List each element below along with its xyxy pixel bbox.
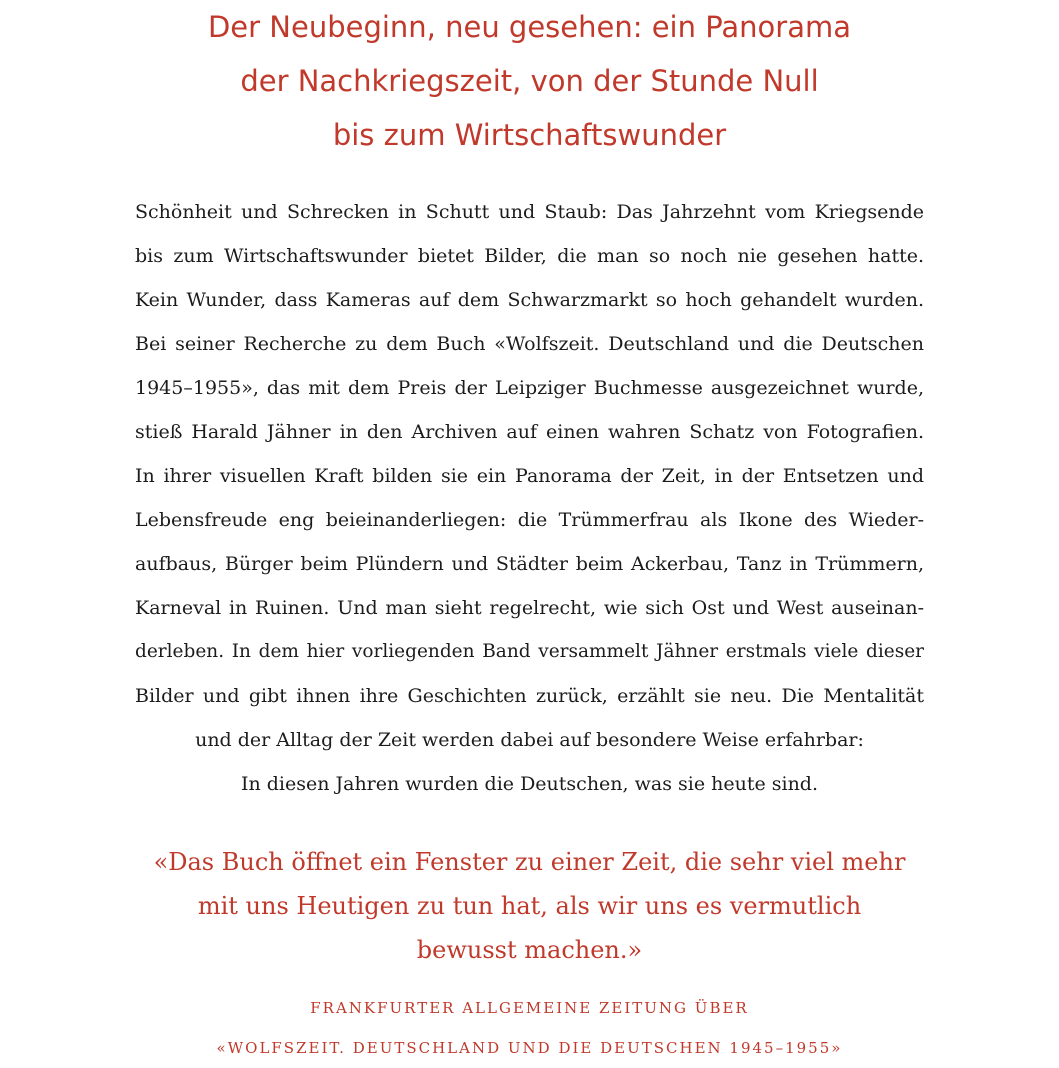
blurb-line: Lebensfreude eng beieinanderliegen: die Trümmerfrau als Ikone des Wieder- (135, 509, 924, 531)
blurb-line: derleben. In dem hier vorliegenden Band versammelt Jähner erstmals viele dieser (135, 641, 924, 662)
blurb-line: Kein Wunder, dass Kameras auf dem Schwarzmarkt so hoch gehandelt wurden. (135, 289, 924, 311)
blurb-line: In diesen Jahren wurden die Deutschen, was sie heute sind. (240, 773, 819, 795)
blurb-line: Bilder und gibt ihnen ihre Geschichten zurück, erzählt sie neu. Die Mentalität (135, 685, 924, 707)
blurb-line: stieß Harald Jähner in den Archiven auf einen wahren Schatz von Fotografien. (135, 421, 924, 443)
blurb-line: Bei seiner Recherche zu dem Buch «Wolfszeit. Deutschland und die Deutschen (135, 333, 924, 355)
blurb-line: aufbaus, Bürger beim Plündern und Städter beim Ackerbau, Tanz in Trümmern, (135, 553, 924, 575)
headline (0, 0, 1059, 162)
source-line: «WOLFSZEIT. DEUTSCHLAND UND DIE DEUTSCHEN 1945–1955» (216, 1039, 843, 1057)
press-quote (0, 840, 1059, 972)
headline-line: der Nachkriegszeit, von der Stunde Null (240, 64, 819, 98)
blurb-line: und der Alltag der Zeit werden dabei auf besondere Weise erfahrbar: (195, 729, 864, 751)
blurb-line: In ihrer visuellen Kraft bilden sie ein Panorama der Zeit, in der Entsetzen und (135, 465, 924, 487)
blurb-text (0, 190, 1059, 806)
blurb-line: Schönheit und Schrecken in Schutt und Staub: Das Jahrzehnt vom Kriegsende (135, 201, 924, 223)
quote-line: bewusst machen.» (416, 936, 643, 964)
quote-source (0, 988, 1059, 1068)
headline-line: Der Neubeginn, neu gesehen: ein Panorama (207, 10, 852, 44)
blurb-line: bis zum Wirtschaftswunder bietet Bilder, die man so noch nie gesehen hatte. (135, 245, 924, 267)
blurb-line: 1945–1955», das mit dem Preis der Leipziger Buchmesse ausgezeichnet wurde, (135, 377, 924, 399)
source-line: FRANKFURTER ALLGEMEINE ZEITUNG ÜBER (310, 999, 749, 1017)
quote-line: mit uns Heutigen zu tun hat, als wir uns es vermutlich (197, 892, 862, 920)
headline-line: bis zum Wirtschaftswunder (332, 118, 727, 152)
quote-line: «Das Buch öffnet ein Fenster zu einer Zeit, die sehr viel mehr (153, 848, 906, 876)
blurb-line: Karneval in Ruinen. Und man sieht regelrecht, wie sich Ost und West auseinan- (135, 597, 924, 619)
